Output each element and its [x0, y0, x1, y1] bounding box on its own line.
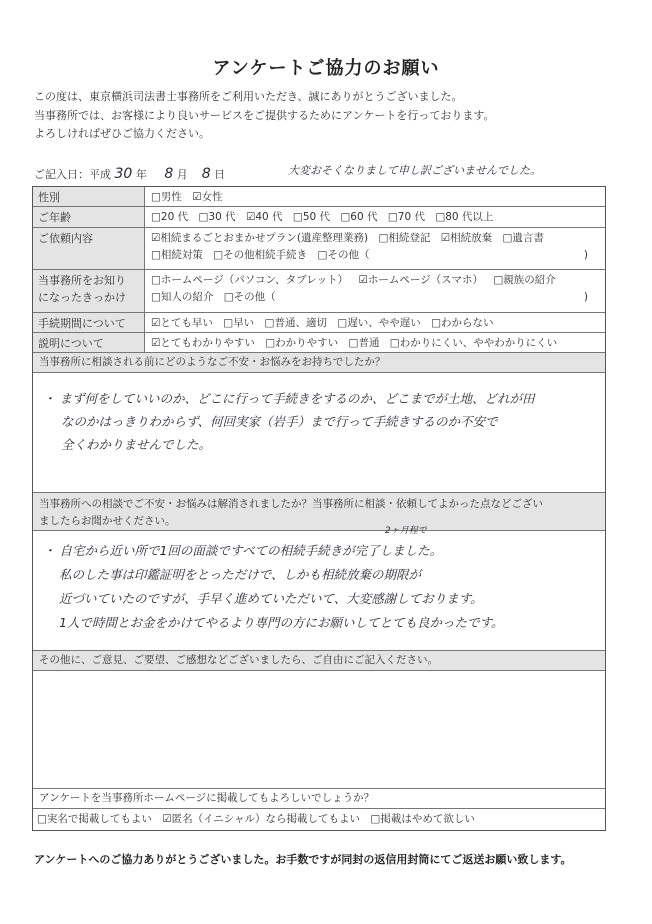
q2-answer-line: 1人で時間とお金をかけてやるより専門の方にお願いしてとても良かったです。 [59, 615, 504, 630]
source-other-close: ) [583, 291, 588, 303]
date-day[interactable]: 8 [201, 166, 211, 182]
source-option[interactable]: □知人の紹介 [151, 291, 214, 303]
period-options [151, 315, 601, 332]
explanation-option[interactable]: □普通 [348, 337, 380, 349]
explanation-label: 説明について [33, 333, 145, 352]
date-prefix: ご記入日：平成 [34, 168, 111, 181]
gender-option[interactable]: □男性 [151, 191, 182, 203]
q3-answer[interactable] [33, 671, 605, 789]
date-year[interactable]: 30 [114, 166, 133, 182]
q4-option[interactable]: ☑匿名（イニシャル）なら掲載してもよい [162, 813, 361, 825]
q2-answer-line: 近づいていたのですが、手早く進めていただいて、大変感謝しております。 [59, 591, 483, 606]
q4-question: アンケートを当事務所ホームページに掲載してもよろしいでしょうか？ [33, 789, 605, 809]
age-row [33, 207, 605, 228]
q1-answer[interactable] [33, 373, 605, 493]
intro-line: よろしければぜひご協力ください。 [34, 127, 210, 140]
q2-answer[interactable] [33, 526, 605, 651]
explanation-option[interactable]: □わかりにくい、ややわかりにくい [389, 337, 558, 349]
age-option[interactable]: □70 代 [387, 211, 425, 223]
q2-answer-line: ・ 自宅から近い所で1回の面談ですべての相続手続きが完了しました。 [43, 543, 443, 558]
q3-question: その他に、ご意見、ご要望、ご感想などございましたら、ご自由にご記入ください。 [33, 651, 605, 671]
source-options-line [151, 272, 601, 289]
age-option[interactable]: □60 代 [340, 211, 378, 223]
q2-answer-line: 私のした事は印鑑証明をとっただけで、しかも相続放棄の期限が [59, 567, 422, 582]
source-options [151, 272, 601, 306]
q4-option[interactable]: □実名で掲載してもよい [37, 813, 152, 825]
request-options-line [151, 230, 601, 247]
gender-options [151, 189, 601, 206]
age-option[interactable]: □30 代 [198, 211, 236, 223]
request-option[interactable]: □その他相続手続き [213, 249, 308, 261]
intro-line: 当事務所では、お客様により良いサービスをご提供するためにアンケートを行っております。 [34, 108, 495, 122]
explanation-row [33, 333, 605, 353]
date-year-label: 年 [135, 168, 147, 181]
source-label-line: 当事務所をお知り [38, 274, 126, 287]
page-title: アンケートご協力のお願い [212, 58, 440, 79]
period-row [33, 313, 605, 333]
closing-text: アンケートへのご協力ありがとうございました。お手数ですが同封の返信用封筒にてご返送お願い致します。 [34, 853, 572, 866]
q4-option[interactable]: □掲載はやめて欲しい [370, 813, 475, 825]
explanation-option[interactable]: □わかりやすい [265, 337, 339, 349]
request-label: ご依頼内容 [33, 228, 145, 269]
q4-options [37, 811, 601, 828]
period-option[interactable]: □普通、適切 [264, 317, 327, 329]
q2-question-line: ましたらお聞かせください。 [39, 515, 176, 527]
gender-row [33, 187, 605, 207]
explanation-options [151, 335, 601, 352]
date-line [34, 166, 225, 182]
source-row [33, 270, 605, 313]
date-note-handwritten: 大変おそくなりまして申し訳ございませんでした。 [288, 164, 541, 177]
q2-answer-insertion: 2ヶ月程で [385, 526, 427, 536]
period-option[interactable]: ☑とても早い [151, 317, 213, 329]
request-option[interactable]: □相続登記 [378, 232, 431, 244]
period-option[interactable]: □わからない [431, 317, 494, 329]
date-month-label: 月 [176, 168, 188, 181]
q1-answer-line: ・ まず何をしていいのか、どこに行って手続きをするのか、どこまでが土地、どれが田 [43, 391, 535, 406]
source-label [33, 270, 145, 312]
request-options [151, 230, 601, 264]
request-other-close: ) [583, 249, 588, 261]
age-options [151, 209, 601, 226]
age-label: ご年齢 [33, 207, 145, 227]
source-option[interactable]: ☑ホームページ（スマホ） [358, 274, 483, 286]
survey-form [32, 186, 606, 831]
period-option[interactable]: □遅い、やや遅い [337, 317, 421, 329]
age-option[interactable]: ☑40 代 [245, 211, 283, 223]
age-option[interactable]: □50 代 [292, 211, 331, 223]
date-day-label: 日 [214, 168, 226, 181]
source-option[interactable]: □その他（ [223, 291, 276, 303]
request-options-line [151, 247, 601, 264]
q1-question: 当事務所に相談される前にどのようなご不安・お悩みをお持ちでしたか？ [33, 353, 605, 373]
q1-answer-line: なのかはっきりわからず、何回実家（岩手）まで行って手続きするのか不安で [61, 414, 498, 429]
q2-question [33, 493, 605, 531]
source-label-line: になったきっかけ [38, 291, 126, 304]
request-option[interactable]: □遺言書 [502, 232, 544, 244]
request-option[interactable]: ☑相続放棄 [440, 232, 493, 244]
gender-label: 性別 [33, 187, 145, 206]
request-row [33, 228, 605, 270]
period-option[interactable]: □早い [223, 317, 255, 329]
gender-option[interactable]: ☑女性 [192, 191, 223, 203]
q1-answer-line: 全くわかりませんでした。 [61, 437, 212, 452]
explanation-option[interactable]: ☑とてもわかりやすい [151, 337, 255, 349]
source-options-line [151, 289, 601, 306]
intro-text [34, 88, 494, 144]
date-month[interactable]: 8 [164, 166, 174, 182]
request-option[interactable]: ☑相続まるごとおまかせプラン(遺産整理業務) [151, 232, 369, 244]
age-option[interactable]: □80 代以上 [435, 211, 494, 223]
request-option[interactable]: □相続対策 [151, 249, 203, 261]
source-option[interactable]: □ホームページ（パソコン、タブレット） [151, 274, 349, 286]
source-option[interactable]: □親族の紹介 [493, 274, 556, 286]
q2-question-line: 当事務所への相談でご不安・お悩みは解消されましたか？当事務所に相談・依頼してよかった点などござい [39, 498, 543, 510]
request-option[interactable]: □その他（ [317, 249, 370, 261]
age-option[interactable]: □20 代 [151, 211, 189, 223]
period-label: 手続期間について [33, 313, 145, 332]
intro-line: この度は、東京横浜司法書士事務所をご利用いただき、誠にありがとうございました。 [34, 90, 463, 103]
